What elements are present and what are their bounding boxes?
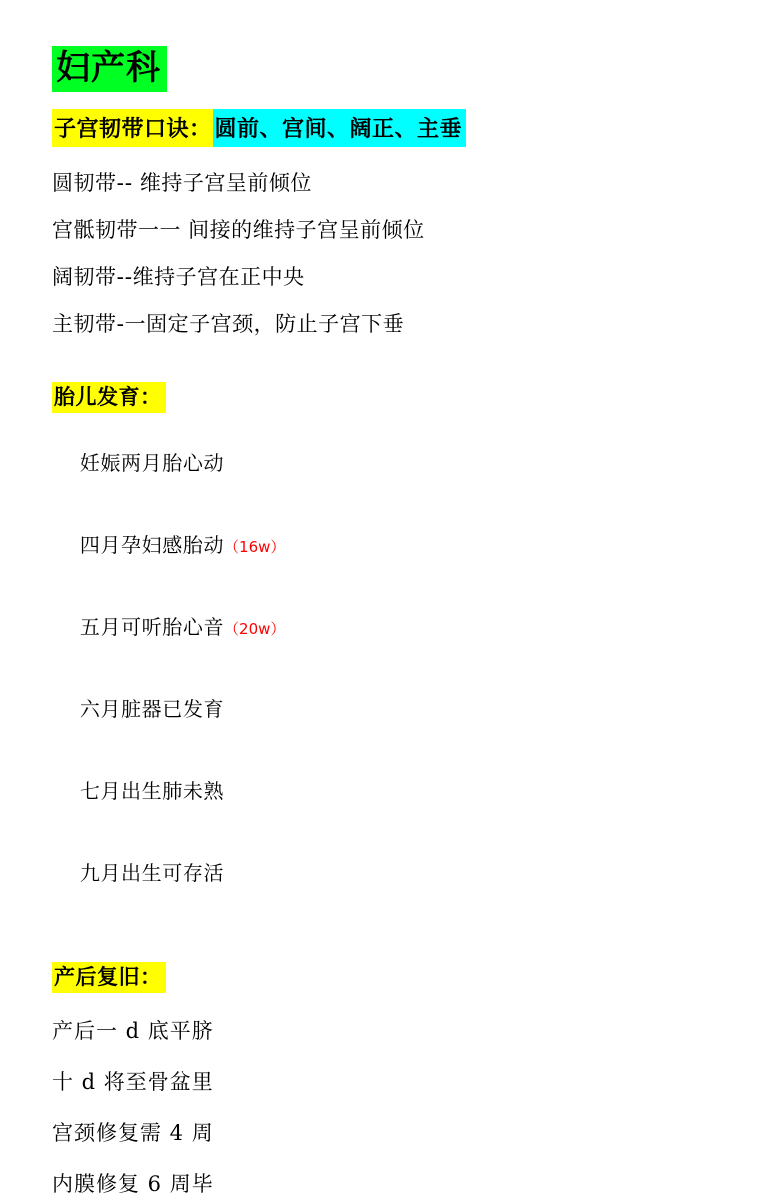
ligament-line-1: 圆韧带-- 维持子宫呈前倾位 <box>52 171 312 195</box>
postpartum-item-1: 产后一 d 底平脐 <box>52 1019 214 1043</box>
fetal-item-1-text: 妊娠两月胎心动 <box>79 451 225 475</box>
fetal-item-3-text: 五月可听胎心音 <box>79 615 225 639</box>
fetal-item-2 <box>52 515 734 575</box>
postpartum-item-4: 内膜修复 6 周毕 <box>52 1172 214 1196</box>
fetal-item-6 <box>52 843 734 903</box>
fetal-item-1 <box>52 433 734 493</box>
page-title <box>52 34 734 89</box>
fetal-item-3-note: （20w） <box>224 620 286 638</box>
fetal-item-4 <box>52 679 734 739</box>
fetal-item-6-text: 九月出生可存活 <box>79 861 225 885</box>
postpartum-item-2: 十 d 将至骨盆里 <box>52 1070 214 1094</box>
fetal-item-3 <box>52 597 734 657</box>
fetal-item-2-note: （16w） <box>224 538 286 556</box>
section-heading-fetal-development <box>52 381 734 411</box>
ligament-line-2: 宫骶韧带一一 间接的维持子宫呈前倾位 <box>52 218 425 242</box>
fetal-item-4-text: 六月脏器已发育 <box>79 697 225 721</box>
section-heading-postpartum-involution-text: 产后复旧： <box>52 962 166 993</box>
fetal-item-5 <box>52 761 734 821</box>
mnemonic-value: 圆前、宫间、阔正、主垂 <box>213 109 467 147</box>
mnemonic-label: 子宫韧带口诀： <box>52 109 213 147</box>
ligament-line-3: 阔韧带--维持子宫在正中央 <box>52 265 305 289</box>
mnemonic-row <box>52 109 734 147</box>
page-title-text: 妇产科 <box>52 46 167 92</box>
ligament-line-4: 主韧带-一固定子宫颈，防止子宫下垂 <box>52 312 405 336</box>
fetal-item-5-text: 七月出生肺未熟 <box>79 779 225 803</box>
section-heading-postpartum-involution <box>52 961 734 991</box>
section-heading-fetal-development-text: 胎儿发育： <box>52 382 166 413</box>
postpartum-item-3: 宫颈修复需 4 周 <box>52 1121 214 1145</box>
fetal-item-2-text: 四月孕妇感胎动 <box>79 533 225 557</box>
